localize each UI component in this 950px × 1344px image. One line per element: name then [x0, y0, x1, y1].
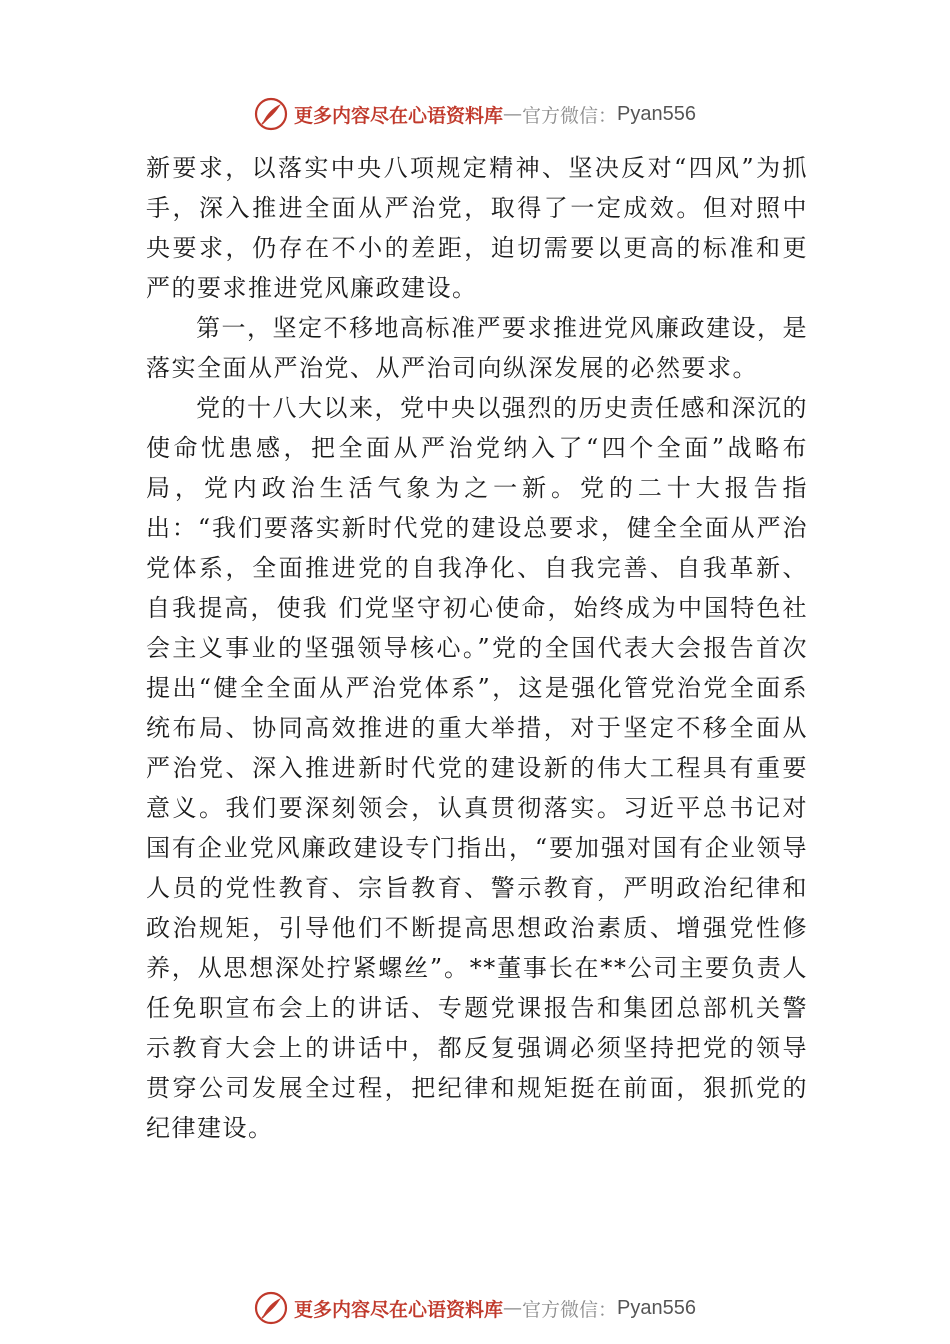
header-banner: [0, 94, 950, 134]
paragraph-1: 新要求，以落实中央八项规定精神、坚决反对“四风”为抓手，深入推进全面从严治党，取得了一定成效。但对照中央要求，仍存在不小的差距，迫切需要以更高的标准和更严的要求推进党风廉政建设。: [146, 154, 808, 302]
brand-dash: —: [503, 103, 523, 125]
quill-logo-icon: [254, 97, 288, 131]
paragraph-3: 党的十八大以来，党中央以强烈的历史责任感和深沉的使命忧患感，把全面从严治党纳入了“四个全面”战略布局，党内政治生活气象为之一新。党的二十大报告指出：“我们要落实新时代党的建设总要求，健全全面从严治党体系，全面推进党的自我净化、自我完善、自我革新、自我提高，使我 们党坚守初心使命，始终成为中国特色社会主义事业的坚强领导核心。”党的全国代表大会报告首次提出“健全全面从严治党体系”，这是强化管党治党全面系统布局、协同高效推进的重大举措，对于坚定不移全面从严治党、深入推进新时代党的建设新的伟大工程具有重要意义。我们要深刻领会，认真贯彻落实。习近平总书记对国有企业党风廉政建设专门指出，“要加强对国有企业领导人员的党性教育、宗旨教育、警示教育，严明政治纪律和政治规矩，引导他们不断提高思想政治素质、增强党性修养，从思想深处拧紧螺丝”。**董事长在**公司主要负责人任免职宣布会上的讲话、专题党课报告和集团总部机关警示教育大会上的讲话中，都反复强调必须坚持把党的领导贯穿公司发展全过程，把纪律和规矩挺在前面，狠抓党的纪律建设。: [146, 394, 808, 1142]
document-body: [146, 148, 808, 1148]
brand-dash: —: [503, 1297, 523, 1319]
footer-banner: [0, 1288, 950, 1328]
quill-logo-icon: [254, 1291, 288, 1325]
brand-text: 更多内容尽在心语资料库: [294, 104, 504, 127]
wechat-id: Pyan556: [617, 1296, 696, 1319]
wechat-label: 官方微信：: [522, 1298, 618, 1321]
wechat-label: 官方微信：: [522, 104, 618, 127]
paragraph-2: 第一，坚定不移地高标准严要求推进党风廉政建设，是落实全面从严治党、从严治司向纵深发展的必然要求。: [146, 314, 808, 382]
wechat-id: Pyan556: [617, 102, 696, 125]
brand-text: 更多内容尽在心语资料库: [294, 1298, 504, 1321]
